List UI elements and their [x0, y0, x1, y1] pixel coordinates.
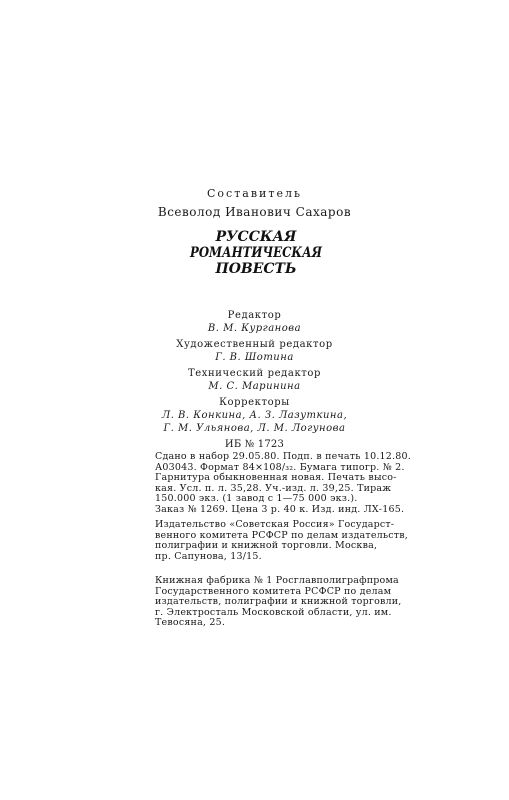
print-line: Гарнитура обыкновенная новая. Печать высо-	[155, 472, 397, 484]
ib-number: ИБ № 1723	[224, 439, 285, 450]
print-line: 150.000 экз. (1 завод с 1—75 000 экз.).	[155, 493, 358, 505]
print-line: Сдано в набор 29.05.80. Подп. в печать 10.12.80.	[155, 451, 411, 462]
print-line: Заказ № 1269. Цена 3 р. 40 к. Изд. инд. ЛХ-165.	[155, 503, 405, 515]
credit-role-editor: Редактор	[227, 310, 282, 321]
logo-line-2: РОМАНТИЧЕСКАЯ	[189, 245, 323, 261]
series-logo	[186, 226, 326, 278]
publisher-line: венного комитета РСФСР по делам издательств,	[155, 529, 408, 541]
credit-person-tech-editor: М. С. Маринина	[208, 381, 301, 392]
print-details	[155, 451, 411, 516]
publisher-line: полиграфии и книжной торговли. Москва,	[155, 540, 378, 552]
credit-role-tech-editor: Технический редактор	[187, 368, 322, 379]
publisher-line: пр. Сапунова, 13/15.	[155, 550, 262, 562]
compiler-label: Составитель	[207, 187, 302, 200]
credit-person-art-editor: Г. В. Шотина	[215, 352, 294, 363]
print-line: кая. Усл. п. л. 35,28. Уч.-изд. л. 39,25. Тираж	[155, 482, 392, 494]
logo-line-1: РУССКАЯ	[215, 229, 297, 245]
credit-role-art-editor: Художественный редактор	[176, 339, 333, 350]
print-line: А03043. Формат 84×108/₃₂. Бумага типогр. № 2.	[155, 461, 405, 473]
printer-line: Государственного комитета РСФСР по делам	[155, 585, 392, 597]
publisher-line: Издательство «Советская Россия» Государст-	[155, 519, 395, 530]
publisher-details	[155, 519, 408, 562]
printer-line: Тевосяна, 25.	[155, 617, 226, 629]
printer-line: г. Электросталь Московской области, ул. им.	[155, 606, 392, 618]
credit-person-proofreaders-2: Г. М. Ульянова, Л. М. Логунова	[163, 423, 346, 434]
printer-line: Книжная фабрика № 1 Росглавполиграфпрома	[155, 575, 399, 586]
printer-details	[155, 575, 402, 629]
logo-line-3: ПОВЕСТЬ	[215, 261, 297, 277]
printer-line: издательств, полиграфии и книжной торговли,	[155, 596, 402, 608]
compiler-name: Всеволод Иванович Сахаров	[157, 205, 352, 219]
credit-person-proofreaders-1: Л. В. Конкина, А. З. Лазуткина,	[161, 410, 348, 421]
credit-role-proofreaders: Корректоры	[219, 397, 290, 408]
credit-person-editor: В. М. Курганова	[207, 323, 302, 334]
